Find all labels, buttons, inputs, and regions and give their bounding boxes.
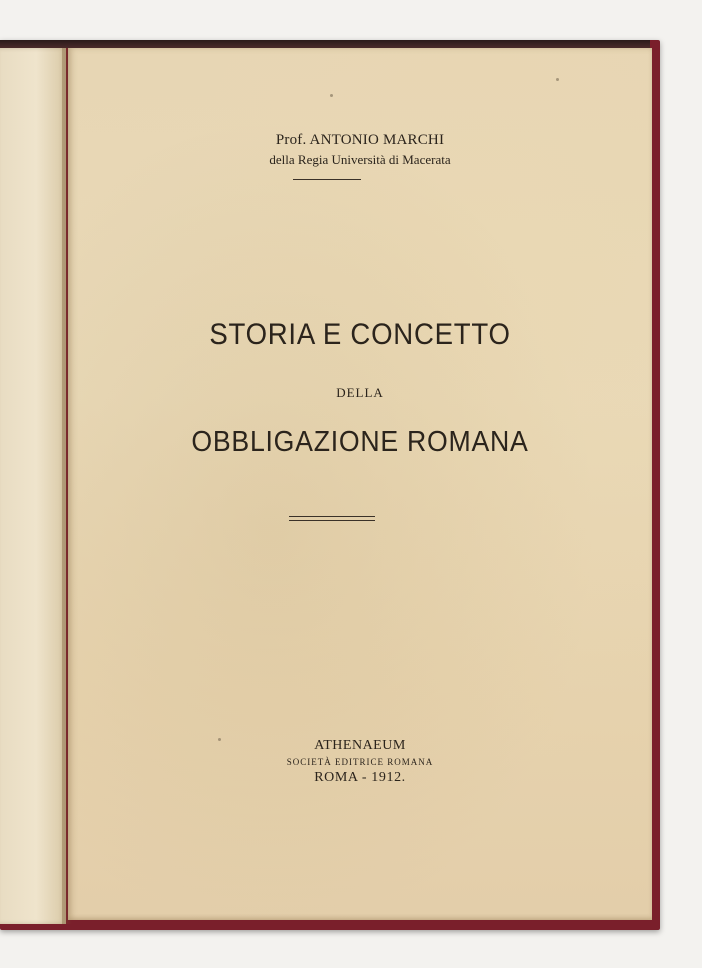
short-divider-rule — [293, 179, 361, 180]
publisher-subtitle: SOCIETÀ EDITRICE ROMANA — [286, 757, 434, 767]
paper-speck — [218, 738, 221, 741]
place-and-year: ROMA - 1912. — [314, 770, 406, 785]
title-line-1: STORIA E CONCETTO — [209, 318, 511, 351]
title-line-2: OBBLIGAZIONE ROMANA — [191, 426, 529, 458]
title-page — [68, 48, 652, 920]
book-top-edge — [0, 40, 650, 48]
author-name: Prof. ANTONIO MARCHI — [275, 132, 445, 148]
paper-speck — [556, 78, 559, 81]
title-connector: DELLA — [336, 385, 384, 400]
double-divider-rule — [289, 516, 375, 521]
publisher-name: ATHENAEUM — [314, 738, 406, 753]
author-affiliation: della Regia Università di Macerata — [269, 152, 451, 167]
left-flyleaf — [0, 48, 66, 924]
paper-speck — [330, 94, 333, 97]
